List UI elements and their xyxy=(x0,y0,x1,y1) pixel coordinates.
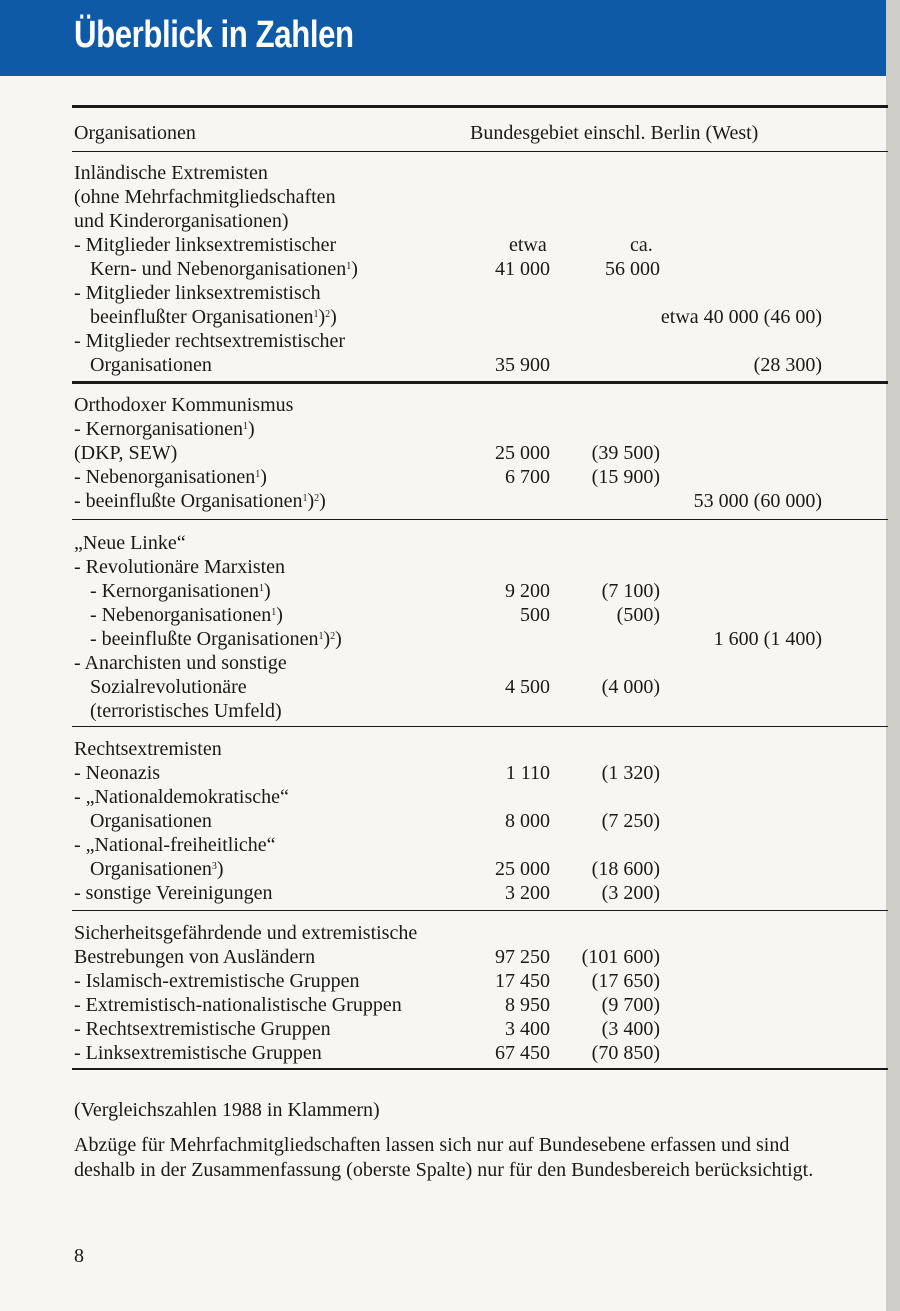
value-cell: 41 000 xyxy=(495,258,550,280)
row-label: Kern- und Nebenorganisationen$^1$) xyxy=(90,258,358,280)
value-cell: 8 000 xyxy=(505,810,550,832)
comparison-note: (Vergleichszahlen 1988 in Klammern) xyxy=(74,1099,380,1121)
section-heading: Orthodoxer Kommunismus xyxy=(74,394,294,416)
value-cell: (17 650) xyxy=(591,970,660,992)
page-number: 8 xyxy=(74,1245,84,1267)
value-cell: (7 250) xyxy=(601,810,660,832)
row-label: - Linksextremistische Gruppen xyxy=(74,1042,322,1064)
section-heading: „Neue Linke“ xyxy=(74,532,186,554)
value-cell: 6 700 xyxy=(505,466,550,488)
row-label: - Nebenorganisationen$^1$) xyxy=(74,466,267,488)
value-cell: 9 200 xyxy=(505,580,550,602)
table-bottom-rule xyxy=(72,1068,888,1070)
row-label: Organisationen$^3$) xyxy=(90,858,224,880)
row-label: (DKP, SEW) xyxy=(74,442,178,464)
row-label: (ohne Mehrfachmitgliedschaften xyxy=(74,186,336,208)
section-heading: Inländische Extremisten xyxy=(74,162,268,184)
value-cell: (9 700) xyxy=(601,994,660,1016)
value-cell: 25 000 xyxy=(495,442,550,464)
row-label: Sozialrevolutionäre xyxy=(90,676,247,698)
row-label: - beeinflußte Organisationen$^1$)$^2$) xyxy=(74,490,326,512)
row-label: - Mitglieder rechtsextremistischer xyxy=(74,330,346,352)
table-top-rule xyxy=(72,105,888,108)
row-label: - Kernorganisationen$^1$) xyxy=(74,418,255,440)
row-label: beeinflußter Organisationen$^1$)$^2$) xyxy=(90,306,337,328)
qualifier-text: etwa xyxy=(509,234,547,256)
section-heading: Sicherheitsgefährdende und extremistische xyxy=(74,922,418,944)
value-cell: 56 000 xyxy=(605,258,660,280)
value-cell: 8 950 xyxy=(505,994,550,1016)
column-header-territory: Bundesgebiet einschl. Berlin (West) xyxy=(470,122,759,144)
value-cell: 53 000 (60 000) xyxy=(693,490,822,512)
row-label: - „National-freiheitliche“ xyxy=(74,834,276,856)
value-cell: (18 600) xyxy=(591,858,660,880)
row-label: Organisationen xyxy=(90,354,212,376)
value-cell: (70 850) xyxy=(591,1042,660,1064)
deduction-note: Abzüge für Mehrfachmitgliedschaften lassen sich nur auf Bundesebene erfassen und sind deshalb in der Zusammenfassung (oberste Spalte) nur für den Bundesbereich berücksichtigt. xyxy=(74,1134,814,1181)
value-cell: 17 450 xyxy=(495,970,550,992)
value-cell: 25 000 xyxy=(495,858,550,880)
value-cell: 67 450 xyxy=(495,1042,550,1064)
value-cell: 500 xyxy=(520,604,550,626)
section-rule xyxy=(72,381,888,384)
title-banner xyxy=(0,0,888,76)
header-rule xyxy=(72,151,888,152)
value-cell: (3 200) xyxy=(601,882,660,904)
row-label: - Rechtsextremistische Gruppen xyxy=(74,1018,331,1040)
value-cell: 97 250 xyxy=(495,946,550,968)
row-label: - Neonazis xyxy=(74,762,161,784)
row-label: - beeinflußte Organisationen$^1$)$^2$) xyxy=(90,628,342,650)
value-cell: (15 900) xyxy=(591,466,660,488)
row-label: Organisationen xyxy=(90,810,212,832)
value-cell: 1 110 xyxy=(505,762,550,784)
value-cell: 1 600 (1 400) xyxy=(713,628,822,650)
qualifier-text: ca. xyxy=(630,234,653,256)
value-cell: 4 500 xyxy=(505,676,550,698)
row-label: - Anarchisten und sonstige xyxy=(74,652,287,674)
row-label: - Mitglieder linksextremistischer xyxy=(74,234,337,256)
value-cell: etwa 40 000 (46 00) xyxy=(660,306,822,328)
row-label: - Kernorganisationen$^1$) xyxy=(90,580,271,602)
value-cell: (3 400) xyxy=(601,1018,660,1040)
row-label: - Mitglieder linksextremistisch xyxy=(74,282,321,304)
section-rule xyxy=(72,519,888,520)
row-label: - Nebenorganisationen$^1$) xyxy=(90,604,283,626)
value-cell: 3 400 xyxy=(505,1018,550,1040)
column-header-organisations: Organisationen xyxy=(74,122,196,144)
page-title: Überblick in Zahlen xyxy=(74,14,354,56)
section-rule xyxy=(72,726,888,727)
page-edge xyxy=(886,0,900,1311)
row-label: (terroristisches Umfeld) xyxy=(90,700,282,722)
row-label: - sonstige Vereinigungen xyxy=(74,882,273,904)
value-cell: (7 100) xyxy=(601,580,660,602)
value-cell: (500) xyxy=(616,604,660,626)
value-cell: (101 600) xyxy=(581,946,660,968)
value-cell: (28 300) xyxy=(753,354,822,376)
row-label: - Revolutionäre Marxisten xyxy=(74,556,286,578)
row-label: und Kinderorganisationen) xyxy=(74,210,289,232)
row-label: - „Nationaldemokratische“ xyxy=(74,786,289,808)
section-rule xyxy=(72,910,888,911)
row-label: - Extremistisch-nationalistische Gruppen xyxy=(74,994,402,1016)
section-heading: Rechtsextremisten xyxy=(74,738,222,760)
value-cell: (4 000) xyxy=(601,676,660,698)
value-cell: 35 900 xyxy=(495,354,550,376)
row-label: Bestrebungen von Ausländern xyxy=(74,946,316,968)
value-cell: (39 500) xyxy=(591,442,660,464)
value-cell: 3 200 xyxy=(505,882,550,904)
row-label: - Islamisch-extremistische Gruppen xyxy=(74,970,360,992)
value-cell: (1 320) xyxy=(601,762,660,784)
